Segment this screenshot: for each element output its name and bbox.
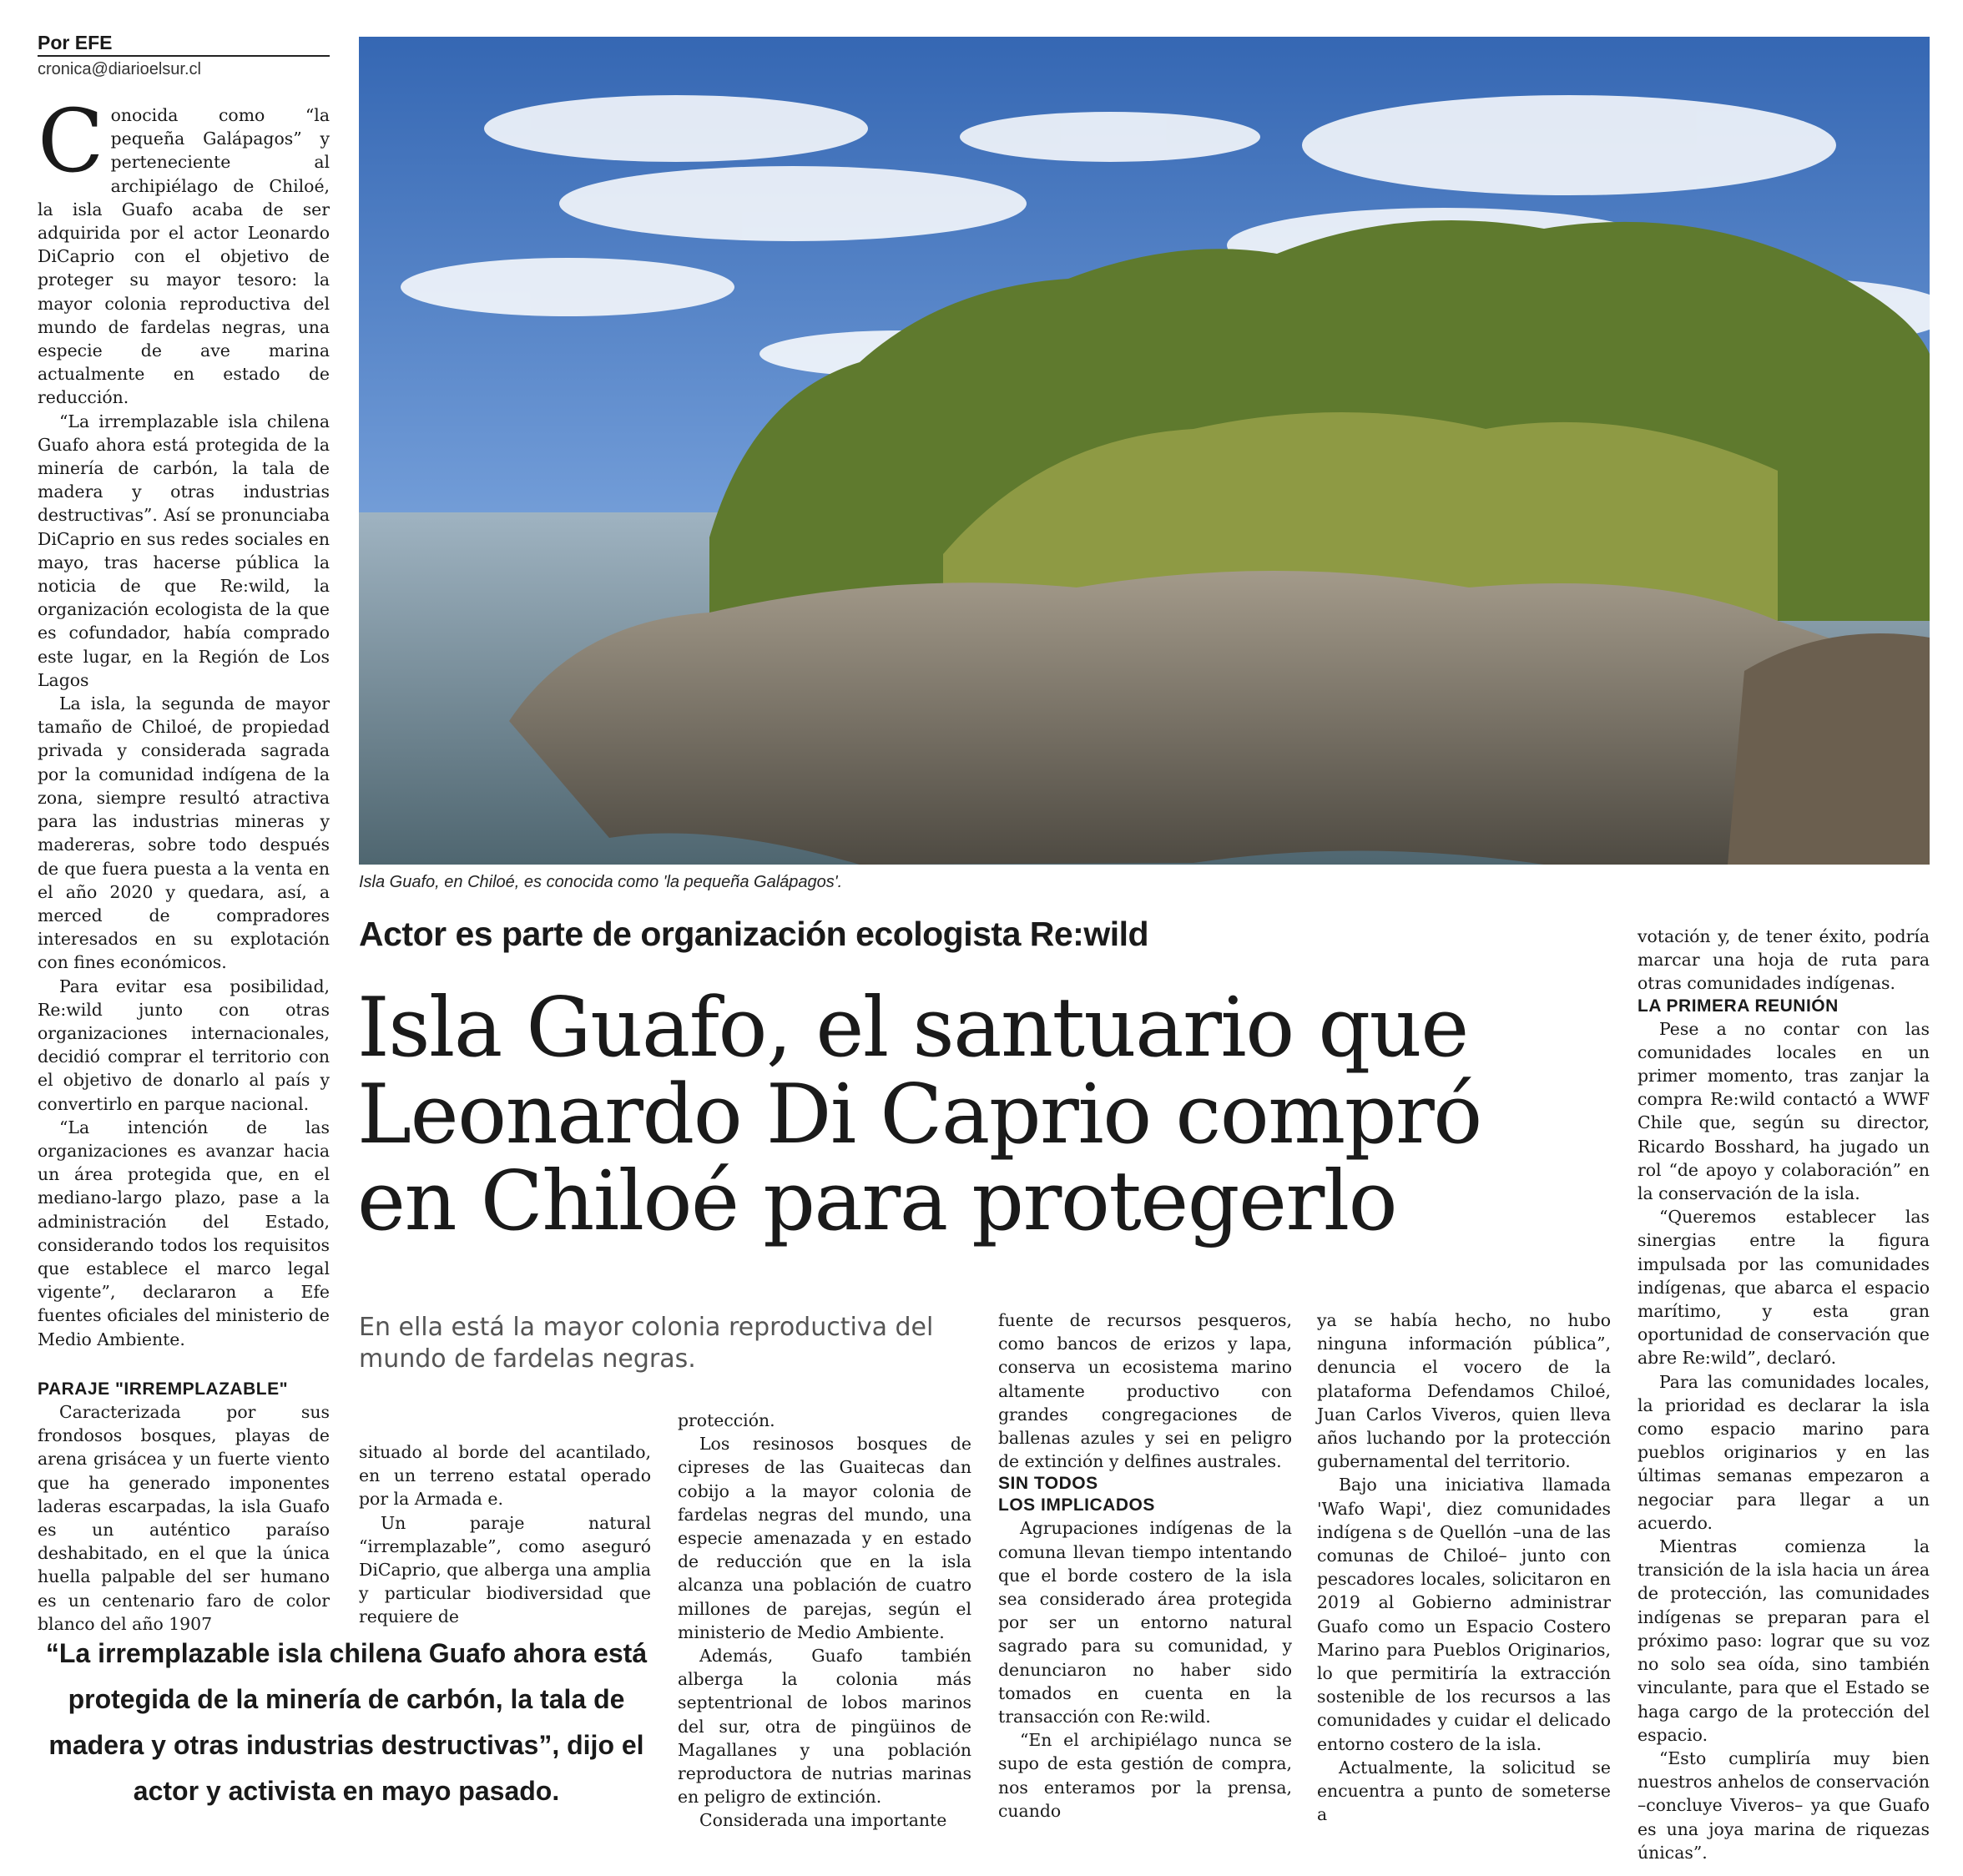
headline-line: Isla Guafo, el santuario que xyxy=(357,981,1468,1076)
article-column-6 xyxy=(1638,925,1930,1864)
headline-line: Leonardo Di Caprio compró xyxy=(357,1067,1481,1162)
article-column-1-bottom xyxy=(38,1379,330,1636)
article-column-2 xyxy=(359,1440,651,1629)
byline-divider xyxy=(38,55,330,57)
article-paragraph: Considerada una importante xyxy=(699,1810,947,1831)
article-paragraph: situado al borde del acantilado, en un terreno estatal operado por la Armada e. xyxy=(359,1442,651,1510)
deck: En ella está la mayor colonia reproductiva del mundo de fardelas negras. xyxy=(359,1313,934,1374)
byline-author: Por EFE xyxy=(38,32,113,53)
article-paragraph: “La irremplazable isla chilena Guafo ahora está protegida de la minería de carbón, la tala de madera y otras industrias destructivas”. Así se pronunciaba DiCaprio en sus redes sociales en mayo, tras hacerse pública la noticia de que Re:wild, la organización ecologista de la que es cofundador, había comprado este lugar, en la Región de Los Lagos xyxy=(38,411,330,690)
section-subhead: LA PRIMERA REUNIÓN xyxy=(1638,996,1839,1016)
kicker: Actor es parte de organización ecologista Re:wild xyxy=(359,915,1149,953)
headline xyxy=(357,981,1609,1249)
article-paragraph: votación y, de tener éxito, podría marcar una hoja de ruta para otras comunidades indígenas. xyxy=(1638,926,1930,994)
drop-cap: C xyxy=(38,90,104,192)
article-paragraph: “Queremos establecer las sinergias entre la figura impulsada por las comunidades indígenas, que abarca el espacio marítimo, y esta gran oportunidad de conservación que abre Re:wild”, declaró. xyxy=(1638,1207,1930,1369)
article-paragraph: fuente de recursos pesqueros, como bancos de erizos y lapa, conserva un ecosistema marino altamente productivo con grandes congregaciones de ballenas azules y sei en peligro de extinción y delfines australes. xyxy=(998,1310,1292,1472)
article-paragraph: protección. xyxy=(678,1410,775,1430)
island-landscape-image xyxy=(359,37,1930,865)
article-paragraph: “En el archipiélago nunca se supo de esta gestión de compra, nos enteramos por la prensa, cuando xyxy=(998,1730,1292,1821)
article-paragraph: “Esto cumpliría muy bien nuestros anhelos de conservación –concluye Viveros– ya que Guafo es una joya marina de riquezas únicas”. xyxy=(1638,1747,1930,1863)
article-paragraph: ya se había hecho, no hubo ninguna información pública”, denuncia el vocero de la plataforma Defendamos Chiloé, Juan Carlos Viveros, quien lleva años luchando por la protección gubernamental del territorio. xyxy=(1317,1310,1611,1472)
article-paragraph: Los resinosos bosques de cipreses de las Guaitecas dan cobijo a la mayor colonia de fardelas negras del mundo, una especie amenazada y en estado de reducción que en la isla alcanza una población de cuatro millones de parejas, según el ministerio de Medio Ambiente. xyxy=(678,1434,971,1642)
pull-quote: “La irremplazable isla chilena Guafo ahora está protegida de la minería de carbón, la tala de madera y otras industrias destructivas”, dijo el actor y activista en mayo pasado. xyxy=(45,1638,648,1806)
article-paragraph: onocida como “la pequeña Galápagos” y perteneciente al archipiélago de Chiloé, la isla Guafo acaba de ser adquirida por el actor Leonardo DiCaprio con el objetivo de proteger su mayor tesoro: la mayor colonia reproductiva del mundo de fardelas negras, una especie de ave marina actualmente en estado de reducción. xyxy=(38,105,330,408)
article-column-3 xyxy=(678,1409,971,1833)
article-paragraph: Mientras comienza la transición de la isla hacia un área de protección, las comunidades indígenas se preparan para el próximo paso: lograr que su voz no solo sea oída, sino también vinculante, para que el Estado se haga cargo de la protección del espacio. xyxy=(1638,1536,1930,1745)
byline-email: cronica@diarioelsur.cl xyxy=(38,60,201,78)
photo-caption: Isla Guafo, en Chiloé, es conocida como 'la pequeña Galápagos'. xyxy=(359,873,843,891)
article-paragraph: Para evitar esa posibilidad, Re:wild junto con otras organizaciones internacionales, decidió comprar el territorio con el objetivo de donarlo al país y convertirlo en parque nacional. xyxy=(38,976,330,1114)
subhead-line: LOS IMPLICADOS xyxy=(998,1495,1155,1515)
article-paragraph: Bajo una iniciativa llamada 'Wafo Wapi', diez comunidades indígena s de Quellón –una de las comunas de Chiloé– junto con pescadores locales, solicitaron en 2019 al Gobierno administrar Guafo como un Espacio Costero Marino para Pueblos Originarios, lo que permitiría la extracción sostenible de los recursos a las comunidades y cuidar el delicado entorno costero de la isla. xyxy=(1317,1475,1611,1754)
subhead-line: SIN TODOS xyxy=(998,1474,1098,1494)
article-column-4 xyxy=(998,1309,1292,1823)
article-paragraph: Un paraje natural “irremplazable”, como aseguró DiCaprio, que alberga una amplia y particular biodiversidad que requiere de xyxy=(359,1512,651,1627)
article-paragraph: Actualmente, la solicitud se encuentra a punto de someterse a xyxy=(1317,1757,1611,1825)
article-paragraph: Para las comunidades locales, la prioridad es declarar la isla como espacio marino para pueblos originarios y en las últimas semanas empezaron a negociar para llegar a un acuerdo. xyxy=(1638,1371,1930,1533)
article-paragraph: Agrupaciones indígenas de la comuna llevan tiempo intentando que el borde costero de la isla sea considerado área protegida por ser un entorno natural sagrado para su comunidad, y denunciaron no haber sido tomados en cuenta en la transacción con Re:wild. xyxy=(998,1518,1292,1727)
headline-line: en Chiloé para protegerlo xyxy=(357,1154,1397,1249)
article-column-5 xyxy=(1317,1309,1611,1826)
island-photo xyxy=(359,37,1930,865)
section-subhead xyxy=(998,1473,1292,1516)
section-subhead: PARAJE "IRREMPLAZABLE" xyxy=(38,1379,289,1399)
article-paragraph: Además, Guafo también alberga la colonia más septentrional de lobos marinos del sur, otra de pingüinos de Magallanes y una población reproductora de nutrias marinas en peligro de extinción. xyxy=(678,1646,971,1808)
article-column-1 xyxy=(38,90,330,1351)
article-paragraph: “La intención de las organizaciones es avanzar hacia un área protegida que, en el mediano-largo plazo, pase a la administración del Estado, considerando todos los requisitos que establece el marco legal vigente”, declararon a Efe fuentes oficiales del ministerio de Medio Ambiente. xyxy=(38,1117,330,1349)
article-paragraph: Caracterizada por sus frondosos bosques, playas de arena grisácea y un fuerte viento que ha generado imponentes laderas escarpadas, la isla Guafo es un auténtico paraíso deshabitado, en el que la única huella palpable del ser humano es un centenario faro de color blanco del año 1907 xyxy=(38,1402,330,1634)
article-paragraph: La isla, la segunda de mayor tamaño de Chiloé, de propiedad privada y considerada sagrada por la comunidad indígena de la zona, siempre resultó atractiva para las industrias mineras y madereras, sobre todo después de que fuera puesta a la venta en el año 2020 y quedara, así, a merced de compradores interesados en su explotación con fines económicos. xyxy=(38,693,330,973)
article-paragraph: Pese a no contar con las comunidades locales en un primer momento, tras zanjar la compra Re:wild contactó a WWF Chile que, según su director, Ricardo Bosshard, ha jugado un rol “de apoyo y colaboración” en la conservación de la isla. xyxy=(1638,1018,1930,1204)
